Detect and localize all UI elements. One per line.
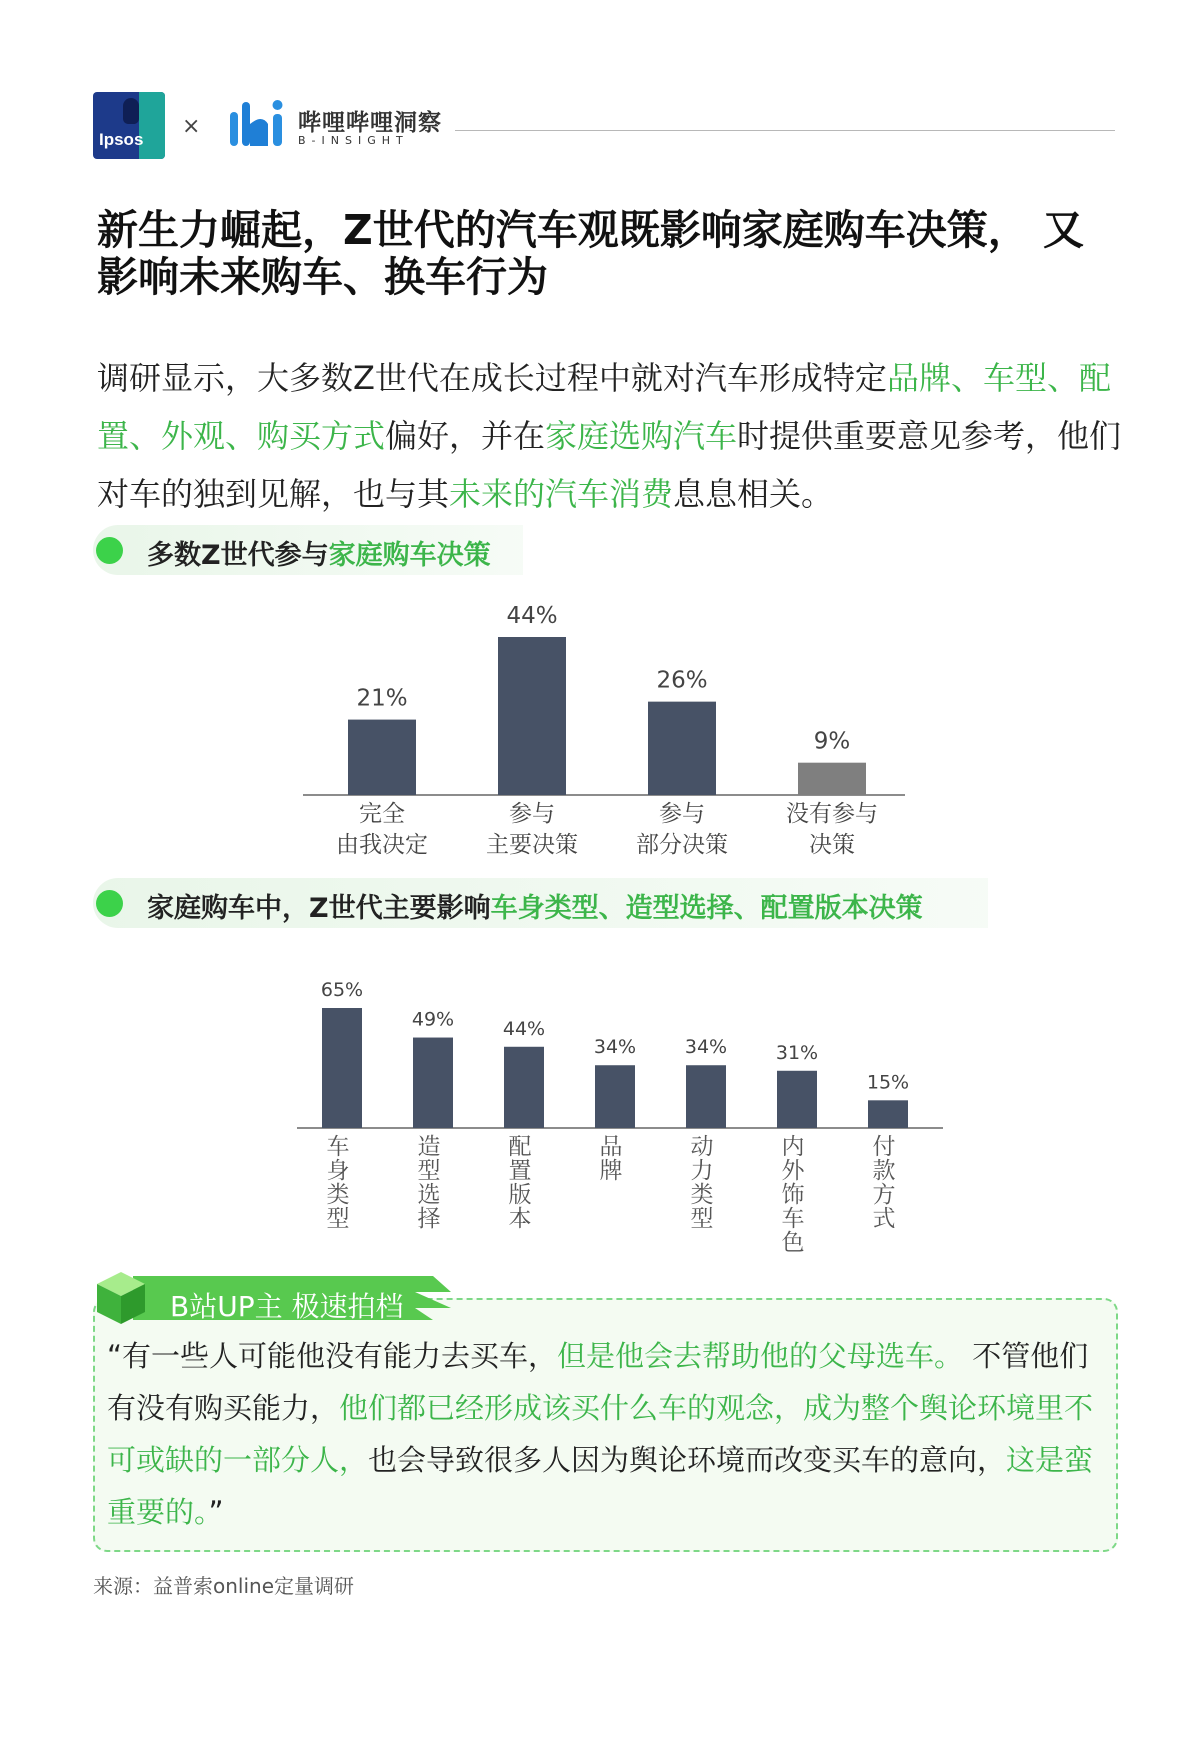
ipsos-logo <box>93 92 165 159</box>
times-sign: × <box>182 114 201 139</box>
source-note: 来源：益普索online定量调研 <box>93 1574 355 1598</box>
section-heading-2-label: 家庭购车中，Z世代主要影响车身类型、造型选择、配置版本决策 <box>147 893 923 924</box>
chart2-value-label: 34% <box>684 1036 728 1059</box>
quote-highlight-2: 他们都已经形成该买什么车的观念，成为整个舆论环境里不可或缺的一部分人， <box>107 1391 1094 1477</box>
chart2-category-label: 品牌 <box>599 1134 623 1184</box>
b-insight-subtitle: B-INSIGHT <box>298 134 409 147</box>
quote-highlight-3: 这是蛮重要的。 <box>107 1443 1094 1529</box>
b-insight-name: 哔哩哔哩洞察 <box>298 110 442 136</box>
section-heading-1-label: 多数Z世代参与家庭购车决策 <box>147 540 491 571</box>
quote-text-3: 也会导致很多人因为舆论环境而改变买车的意向， <box>368 1443 1007 1477</box>
title-line-1: 新生力崛起，Z世代的汽车观既影响家庭购车决策， 又 <box>97 206 1085 254</box>
intro-text-3: 时提供重要意见参考，他们对车的独到见解，也与其 <box>97 417 1122 513</box>
chart2-bar <box>504 1047 544 1128</box>
chart1-value-label: 26% <box>656 667 708 694</box>
chart2-value-label: 49% <box>411 1008 455 1031</box>
chart2-bar <box>686 1065 726 1128</box>
chart2-bar <box>777 1071 817 1128</box>
intro-highlight-1: 品牌、车型、配置、外观、购买方式 <box>97 359 1111 455</box>
intro-text-2: 偏好，并在 <box>385 417 546 455</box>
cube-icon <box>93 1270 149 1326</box>
quote-text-1: “有一些人可能他没有能力去买车， <box>107 1339 558 1373</box>
chart2-bar <box>413 1038 453 1128</box>
chart2-value-label: 44% <box>502 1017 546 1040</box>
intro-text-1: 调研显示，大多数Z世代在成长过程中就对汽车形成特定 <box>97 359 887 397</box>
chart2-bar <box>322 1008 362 1128</box>
chart2-category-label: 内外饰车色 <box>781 1134 805 1256</box>
chart2-category-label: 造型选择 <box>417 1134 441 1232</box>
bilibili-logo-icon <box>228 98 288 148</box>
chart1-value-label: 21% <box>356 685 408 712</box>
chart1-category-label: 决策 <box>809 832 855 858</box>
chart2-bar <box>595 1065 635 1128</box>
intro-highlight-2: 家庭选购汽车 <box>545 417 738 455</box>
chart2-category-label: 付款方式 <box>872 1134 896 1232</box>
chart1-category-label: 主要决策 <box>486 832 578 858</box>
chart1-bar <box>798 763 866 795</box>
intro-text-4: 息息相关。 <box>673 475 834 513</box>
chart2-value-label: 65% <box>320 979 364 1001</box>
title-line-2: 影响未来购车、换车行为 <box>97 253 548 301</box>
chart1-bar <box>498 637 566 795</box>
intro-highlight-3: 未来的汽车消费 <box>449 475 674 513</box>
chart1-value-label: 44% <box>506 603 558 629</box>
chart1-category-label: 参与 <box>659 801 705 827</box>
quote-highlight-1: 但是他会去帮助他的父母选车。 <box>557 1339 964 1373</box>
quote-tag-label: B站UP主 极速拍档 <box>170 1290 404 1323</box>
chart2-category-label: 配置版本 <box>508 1134 532 1232</box>
chart-family-decision <box>0 585 1200 870</box>
chart2-bar <box>868 1100 908 1128</box>
chart2-category-label: 车身类型 <box>326 1134 350 1232</box>
chart1-category-label: 没有参与 <box>786 801 878 827</box>
page-title <box>97 207 1137 301</box>
chart2-value-label: 34% <box>593 1036 637 1059</box>
quote-text <box>107 1330 1097 1538</box>
chart1-category-label: 由我决定 <box>336 832 428 858</box>
chart1-bar <box>648 702 716 795</box>
header-divider <box>455 130 1115 131</box>
bullet-dot-icon <box>96 890 123 917</box>
bullet-dot-icon <box>96 537 123 564</box>
chart1-bar <box>348 720 416 795</box>
intro-paragraph <box>97 349 1127 523</box>
chart1-value-label: 9% <box>813 728 851 755</box>
chart2-category-label: 动力类型 <box>690 1134 714 1232</box>
chart1-category-label: 参与 <box>509 801 555 827</box>
chart2-value-label: 31% <box>775 1041 819 1064</box>
chart2-value-label: 15% <box>866 1071 910 1094</box>
section-heading-1 <box>93 525 523 575</box>
chart1-category-label: 完全 <box>359 801 405 827</box>
chart-influence-areas <box>0 960 1200 1270</box>
ipsos-logo-text: Ipsos <box>99 130 144 149</box>
quote-text-2: 不管他们有没有购买能力， <box>107 1339 1089 1425</box>
section-heading-2 <box>93 878 988 928</box>
quote-text-4: ” <box>208 1495 224 1529</box>
chart1-category-label: 部分决策 <box>636 832 728 858</box>
